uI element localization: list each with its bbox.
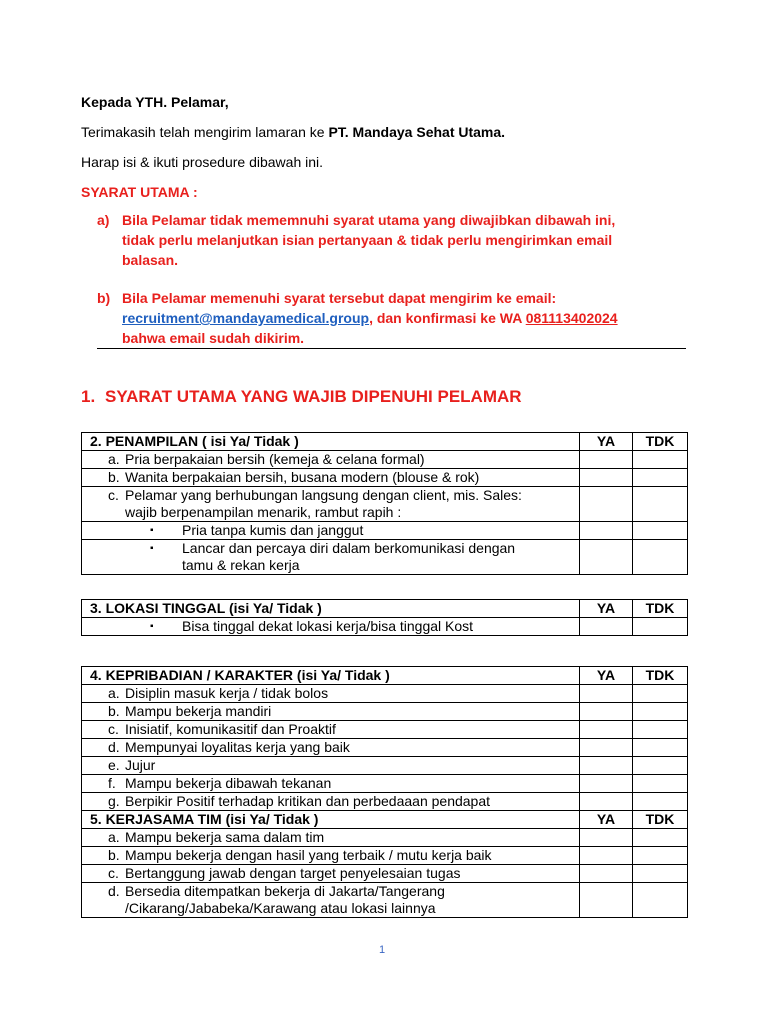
ya-column-header: YA [580, 667, 633, 685]
item-a-line2: tidak perlu melanjutkan isian pertanyaan & tidak perlu mengirimkan email [122, 232, 613, 248]
ya-column-header: YA [580, 811, 633, 829]
row-marker: d. [108, 883, 120, 899]
page-number: 1 [379, 944, 386, 956]
row-text-continued: /Cikarang/Jababeka/Karawang atau lokasi lainnya [125, 900, 436, 916]
tdk-answer-cell[interactable] [633, 618, 688, 636]
tdk-answer-cell[interactable] [633, 865, 688, 883]
tdk-answer-cell[interactable] [633, 775, 688, 793]
section-2-header: 2. PENAMPILAN ( isi Ya/ Tidak ) [82, 433, 580, 451]
thanks-prefix: Terimakasih telah mengirim lamaran ke [81, 124, 329, 140]
row-text: Mampu bekerja mandiri [125, 703, 272, 719]
row-text: Mempunyai loyalitas kerja yang baik [125, 739, 350, 755]
row-text: Pria berpakaian bersih (kemeja & celana formal) [125, 451, 425, 467]
table-row [82, 829, 688, 847]
item-b-mid: , dan konfirmasi ke WA [369, 310, 526, 326]
ya-answer-cell[interactable] [580, 721, 633, 739]
table-lokasi-tinggal [81, 599, 688, 636]
tdk-answer-cell[interactable] [633, 883, 688, 918]
table-header-row [82, 811, 688, 829]
email-link[interactable]: recruitment@mandayamedical.group [122, 310, 370, 326]
tdk-answer-cell[interactable] [633, 739, 688, 757]
bullet-text: Pria tanpa kumis dan janggut [182, 522, 364, 538]
row-marker: f. [108, 775, 116, 791]
table-penampilan [81, 432, 688, 575]
bullet-text-continued: tamu & rekan kerja [182, 557, 300, 573]
table-row [82, 865, 688, 883]
tdk-answer-cell[interactable] [633, 469, 688, 487]
table-row [82, 847, 688, 865]
row-marker: d. [108, 739, 120, 755]
ya-answer-cell[interactable] [580, 847, 633, 865]
section-5-header: 5. KERJASAMA TIM (isi Ya/ Tidak ) [82, 811, 580, 829]
item-b-line3: bahwa email sudah dikirim. [122, 330, 305, 346]
tdk-answer-cell[interactable] [633, 829, 688, 847]
row-text: Bersedia ditempatkan bekerja di Jakarta/Tangerang [125, 883, 445, 899]
ya-answer-cell[interactable] [580, 829, 633, 847]
row-text: Mampu bekerja dengan hasil yang terbaik / mutu kerja baik [125, 847, 492, 863]
row-marker: b. [108, 847, 120, 863]
table-row [82, 469, 688, 487]
tdk-answer-cell[interactable] [633, 451, 688, 469]
bullet-icon: ▪ [150, 525, 154, 536]
table-row [82, 757, 688, 775]
tdk-column-header: TDK [633, 600, 688, 618]
tdk-column-header: TDK [633, 667, 688, 685]
row-marker: b. [108, 469, 120, 485]
row-marker: a. [108, 685, 120, 701]
table-row [82, 522, 688, 540]
divider [97, 348, 686, 349]
ya-column-header: YA [580, 600, 633, 618]
table-row [82, 793, 688, 811]
item-b-line2 [122, 308, 692, 328]
row-marker: c. [108, 865, 119, 881]
table-kepribadian-kerjasama [81, 666, 688, 918]
tdk-answer-cell[interactable] [633, 757, 688, 775]
table-row [82, 775, 688, 793]
tdk-answer-cell[interactable] [633, 847, 688, 865]
tdk-column-header: TDK [633, 433, 688, 451]
thanks-line [81, 122, 505, 142]
greeting: Kepada YTH. Pelamar, [81, 94, 229, 110]
row-marker: a. [108, 829, 120, 845]
item-a-line3: balasan. [122, 252, 179, 268]
ya-answer-cell[interactable] [580, 883, 633, 918]
item-a-line1: Bila Pelamar tidak mememnuhi syarat utama yang diwajibkan dibawah ini, [122, 212, 616, 228]
item-a-marker: a) [97, 212, 110, 228]
table-row [82, 487, 688, 522]
tdk-answer-cell[interactable] [633, 721, 688, 739]
row-marker: a. [108, 451, 120, 467]
instruction-line: Harap isi & ikuti prosedure dibawah ini. [81, 154, 324, 170]
section-1-title: SYARAT UTAMA YANG WAJIB DIPENUHI PELAMAR [105, 387, 522, 406]
row-text: Mampu bekerja sama dalam tim [125, 829, 325, 845]
bullet-icon: ▪ [150, 543, 154, 554]
tdk-answer-cell[interactable] [633, 793, 688, 811]
row-text: Jujur [125, 757, 156, 773]
bullet-text: Lancar dan percaya diri dalam berkomunikasi dengan [182, 540, 516, 556]
item-b-marker: b) [97, 290, 111, 306]
tdk-answer-cell[interactable] [633, 685, 688, 703]
ya-answer-cell[interactable] [580, 757, 633, 775]
tdk-column-header: TDK [633, 811, 688, 829]
main-requirement-heading: SYARAT UTAMA : [81, 184, 198, 200]
table-row [82, 451, 688, 469]
row-text-continued: wajib berpenampilan menarik, rambut rapih : [125, 504, 402, 520]
row-text: Disiplin masuk kerja / tidak bolos [125, 685, 329, 701]
table-row [82, 721, 688, 739]
ya-answer-cell[interactable] [580, 487, 633, 522]
table-row [82, 685, 688, 703]
ya-answer-cell[interactable] [580, 865, 633, 883]
ya-answer-cell[interactable] [580, 775, 633, 793]
row-text: Pelamar yang berhubungan langsung dengan client, mis. Sales: [125, 487, 522, 503]
table-row [82, 540, 688, 575]
section-1-number: 1. [81, 387, 96, 406]
row-marker: b. [108, 703, 120, 719]
ya-answer-cell[interactable] [580, 469, 633, 487]
table-row [82, 618, 688, 636]
ya-answer-cell[interactable] [580, 703, 633, 721]
ya-answer-cell[interactable] [580, 451, 633, 469]
row-text: Berpikir Positif terhadap kritikan dan perbedaaan pendapat [125, 793, 491, 809]
bullet-icon: ▪ [150, 621, 154, 632]
ya-column-header: YA [580, 433, 633, 451]
item-b-line1: Bila Pelamar memenuhi syarat tersebut dapat mengirim ke email: [122, 290, 557, 306]
row-text: Bertanggung jawab dengan target penyelesaian tugas [125, 865, 461, 881]
company-name: PT. Mandaya Sehat Utama. [328, 124, 506, 140]
table-row [82, 739, 688, 757]
row-text: Wanita berpakaian bersih, busana modern (blouse & rok) [125, 469, 480, 485]
table-header-row [82, 667, 688, 685]
tdk-answer-cell[interactable] [633, 540, 688, 575]
section-4-header: 4. KEPRIBADIAN / KARAKTER (isi Ya/ Tidak ) [82, 667, 580, 685]
tdk-answer-cell[interactable] [633, 703, 688, 721]
ya-answer-cell[interactable] [580, 540, 633, 575]
table-row [82, 703, 688, 721]
section-1-heading [81, 385, 522, 409]
table-header-row [82, 600, 688, 618]
row-marker: g. [108, 793, 120, 809]
row-marker: c. [108, 721, 119, 737]
tdk-answer-cell[interactable] [633, 487, 688, 522]
table-header-row [82, 433, 688, 451]
ya-answer-cell[interactable] [580, 739, 633, 757]
ya-answer-cell[interactable] [580, 685, 633, 703]
table-row [82, 883, 688, 918]
whatsapp-number-link[interactable]: 081113402024 [525, 310, 618, 326]
bullet-text: Bisa tinggal dekat lokasi kerja/bisa tinggal Kost [182, 618, 474, 634]
tdk-answer-cell[interactable] [633, 522, 688, 540]
section-3-header: 3. LOKASI TINGGAL (isi Ya/ Tidak ) [82, 600, 580, 618]
ya-answer-cell[interactable] [580, 618, 633, 636]
row-marker: c. [108, 487, 119, 503]
row-text: Mampu bekerja dibawah tekanan [125, 775, 332, 791]
ya-answer-cell[interactable] [580, 522, 633, 540]
row-text: Inisiatif, komunikasitif dan Proaktif [125, 721, 336, 737]
ya-answer-cell[interactable] [580, 793, 633, 811]
row-marker: e. [108, 757, 120, 773]
